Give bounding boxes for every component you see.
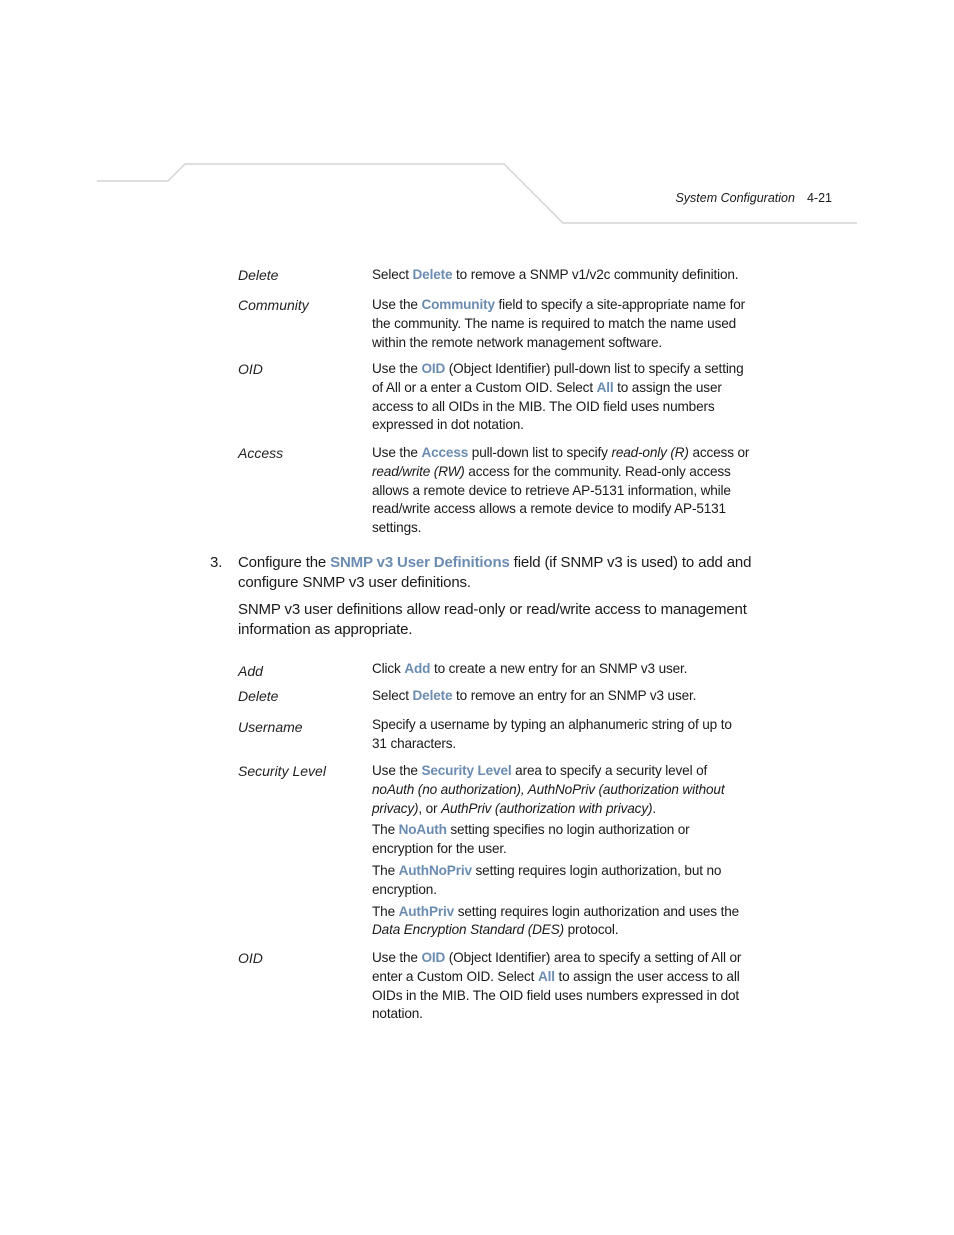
description-paragraph: Select Delete to remove a SNMP v1/v2c community definition. bbox=[372, 267, 739, 282]
ui-keyword: Add bbox=[404, 661, 431, 676]
description-paragraph: Click Add to create a new entry for an SNMP v3 user. bbox=[372, 661, 688, 676]
term-description bbox=[372, 660, 750, 679]
ui-keyword: Community bbox=[421, 297, 495, 312]
ui-keyword: AuthNoPriv bbox=[398, 862, 472, 878]
section-title: System Configuration bbox=[675, 191, 795, 205]
ui-keyword: AuthPriv bbox=[398, 903, 455, 919]
emphasis-text: Data Encryption Standard (DES) bbox=[372, 922, 564, 938]
description-paragraph: Use the OID (Object Identifier) area to specify a setting of All or enter a Custom OID. Select All to assign the user access to all OIDs in the MIB. The OID field uses numbers expressed in dot notation. bbox=[372, 950, 742, 1022]
ui-keyword: Access bbox=[421, 445, 469, 460]
ui-keyword: Delete bbox=[412, 688, 453, 703]
step-text: Configure the SNMP v3 User Definitions field (if SNMP v3 is used) to add and configure SNMP v3 user definitions. bbox=[238, 554, 752, 591]
ui-keyword: SNMP v3 User Definitions bbox=[330, 554, 510, 571]
term-description bbox=[372, 266, 750, 285]
emphasis-text: noAuth (no authorization), AuthNoPriv (authorization without privacy) bbox=[372, 781, 725, 816]
term-label: OID bbox=[238, 361, 263, 377]
term-label: Username bbox=[238, 719, 303, 735]
term-label: Security Level bbox=[238, 763, 326, 779]
term-label: Community bbox=[238, 297, 309, 313]
body-paragraph: SNMP v3 user definitions allow read-only or read/write access to management information as appropriate. bbox=[238, 601, 747, 638]
description-paragraph: The AuthNoPriv setting requires login authorization, but no encryption. bbox=[372, 862, 722, 897]
ui-keyword: OID bbox=[421, 950, 446, 965]
ui-keyword: OID bbox=[421, 361, 446, 376]
description-paragraph: Use the Access pull-down list to specify read-only (R) access or read/write (RW) access for the community. Read-only access allows a remote device to retrieve AP-5131 information, while read/write access allows a remote device to modify AP-5131 settings. bbox=[372, 445, 750, 536]
ui-keyword: Delete bbox=[412, 267, 453, 282]
term-label: Delete bbox=[238, 688, 279, 704]
step-number: 3. bbox=[210, 554, 223, 571]
ui-keyword: Security Level bbox=[421, 763, 512, 778]
description-paragraph: Use the Community field to specify a site-appropriate name for the community. The name is required to match the name used within the remote network management software. bbox=[372, 297, 746, 350]
term-description bbox=[372, 444, 750, 538]
description-paragraph: Use the OID (Object Identifier) pull-down list to specify a setting of All or a enter a Custom OID. Select All to assign the user access to all OIDs in the MIB. The OID field uses numbers expressed in dot notation. bbox=[372, 361, 744, 433]
ui-keyword: NoAuth bbox=[398, 822, 447, 838]
term-label: Delete bbox=[238, 267, 279, 283]
term-description bbox=[372, 716, 750, 754]
description-paragraph: Select Delete to remove an entry for an SNMP v3 user. bbox=[372, 688, 697, 703]
description-paragraph: Use the Security Level area to specify a security level of noAuth (no authorization), AuthNoPriv (authorization without privacy), or AuthPriv (authorization with privacy). bbox=[372, 763, 725, 816]
emphasis-text: AuthPriv (authorization with privacy) bbox=[441, 800, 653, 816]
term-label: Access bbox=[238, 445, 284, 461]
term-description bbox=[372, 296, 750, 352]
emphasis-text: read-only (R) bbox=[611, 445, 689, 460]
term-description bbox=[372, 360, 750, 435]
description-paragraph: The AuthPriv setting requires login authorization and uses the Data Encryption Standard (DES) protocol. bbox=[372, 903, 740, 938]
term-label: Add bbox=[238, 663, 263, 679]
term-description bbox=[372, 762, 750, 940]
page-number: 4-21 bbox=[806, 191, 832, 205]
description-paragraph: The NoAuth setting specifies no login authorization or encryption for the user. bbox=[372, 822, 690, 857]
ui-keyword: All bbox=[596, 379, 614, 395]
ui-keyword: All bbox=[537, 968, 555, 984]
description-paragraph: Specify a username by typing an alphanumeric string of up to 31 characters. bbox=[372, 717, 732, 751]
term-description bbox=[372, 687, 750, 706]
running-head bbox=[660, 191, 832, 209]
term-label: OID bbox=[238, 950, 263, 966]
term-description bbox=[372, 949, 750, 1024]
emphasis-text: read/write (RW) bbox=[372, 463, 465, 479]
